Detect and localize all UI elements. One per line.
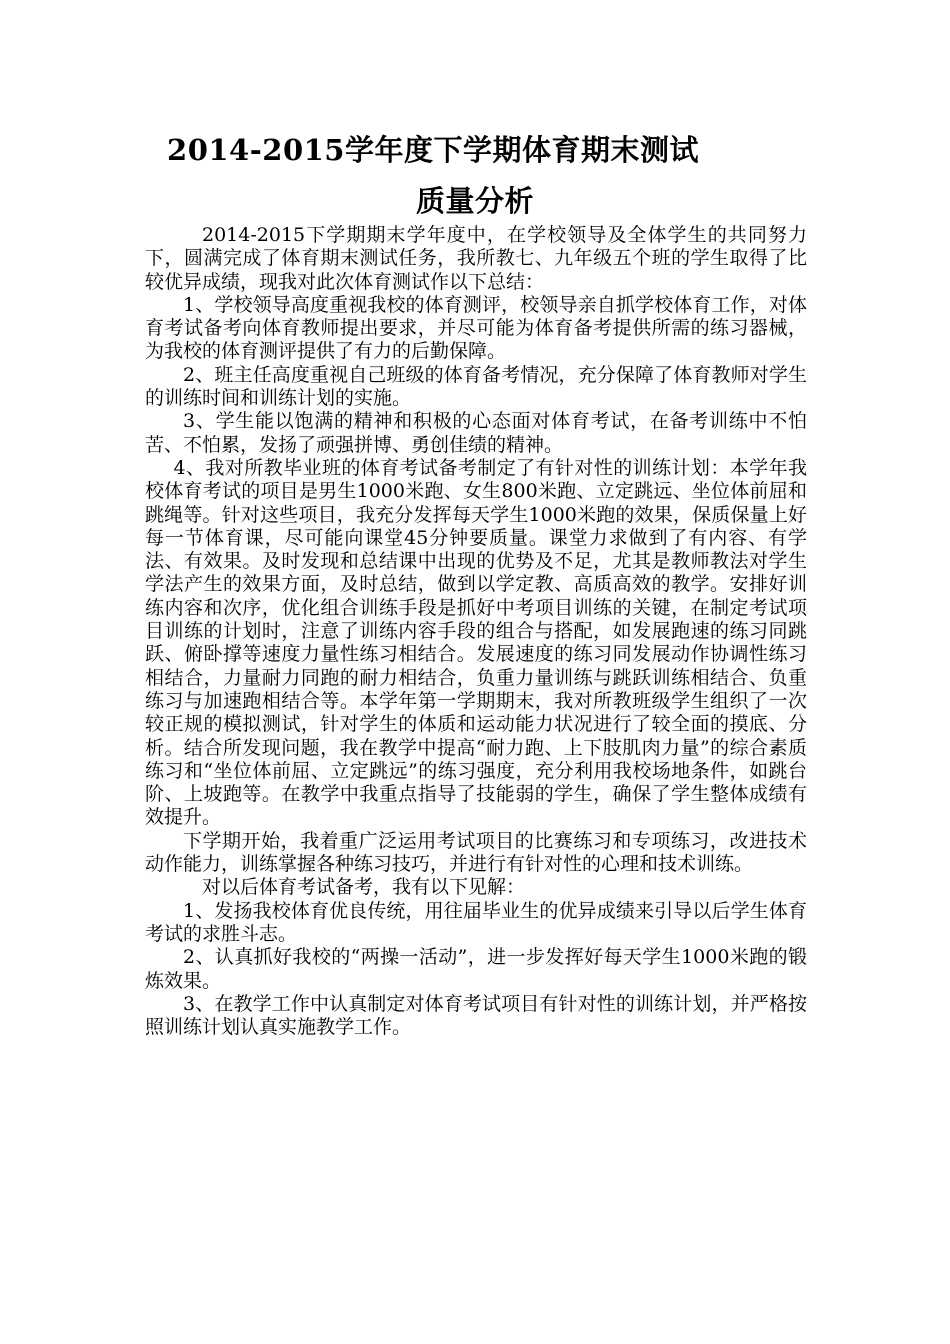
paragraph-suggestion-3: 3、在教学工作中认真制定对体育考试项目有针对性的训练计划，并严格按照训练计划认真实施教学工作。: [145, 992, 807, 1039]
paragraph-point-3: 3、学生能以饱满的精神和积极的心态面对体育考试，在备考训练中不怕苦、不怕累，发扬了顽强拼博、勇创佳绩的精神。: [145, 410, 807, 456]
paragraph-next-term: 下学期开始，我着重广泛运用考试项目的比赛练习和专项练习，改进技术动作能力，训练掌握各种练习技巧，并进行有针对性的心理和技术训练。: [145, 829, 807, 876]
paragraph-suggestion-2: 2、认真抓好我校的“两操一活动”，进一步发挥好每天学生1000米跑的锻炼效果。: [145, 946, 807, 992]
paragraph-point-4: 4、我对所教毕业班的体育考试备考制定了有针对性的训练计划：本学年我校体育考试的项目是男生1000米跑、女生800米跑、立定跳远、坐位体前屈和跳绳等。针对这些项目，我充分发挥每天学生1000米跑的效果，保质保量上好每一节体育课，尽可能向课堂45分钟要质量。课堂力求做到了有内容、有学法、有效果。及时发现和总结课中出现的优势及不足，尤其是教师教法对学生学法产生的效果方面，及时总结，做到以学定教、高质高效的教学。安排好训练内容和次序，优化组合训练手段是抓好中考项目训练的关键，在制定考试项目训练的计划时，注意了训练内容手段的组合与搭配，如发展跑速的练习同跳跃、俯卧撑等速度力量性练习相结合。发展速度的练习同发展动作协调性练习相结合，力量耐力同跑的耐力相结合，负重力量训练与跳跃训练相结合、负重练习与加速跑相结合等。本学年第一学期期末，我对所教班级学生组织了一次较正规的模拟测试，针对学生的体质和运动能力状况进行了较全面的摸底、分析。结合所发现问题，我在教学中提高“耐力跑、上下肢肌肉力量”的综合素质练习和“坐位体前屈、立定跳远”的练习强度，充分利用我校场地条件，如跳台阶、上坡跑等。在教学中我重点指导了技能弱的学生，确保了学生整体成绩有效提升。: [145, 456, 807, 829]
document-body: [145, 224, 807, 1039]
paragraph-intro: 2014-2015下学期期末学年度中，在学校领导及全体学生的共同努力下，圆满完成了体育期末测试任务，我所教七、九年级五个班的学生取得了比较优异成绩，现我对此次体育测试作以下总结：: [145, 224, 807, 293]
paragraph-suggestion-1: 1、发扬我校体育优良传统，用往届毕业生的优异成绩来引导以后学生体育考试的求胜斗志。: [145, 899, 807, 945]
document-title: 2014-2015学年度下学期体育期末测试: [167, 133, 699, 167]
paragraph-suggestions-intro: 对以后体育考试备考，我有以下见解：: [202, 876, 526, 899]
document-subtitle: 质量分析: [415, 184, 534, 218]
paragraph-point-1: 1、学校领导高度重视我校的体育测评，校领导亲自抓学校体育工作，对体育考试备考向体育教师提出要求，并尽可能为体育备考提供所需的练习器械，为我校的体育测评提供了有力的后勤保障。: [145, 293, 807, 363]
paragraph-point-2: 2、班主任高度重视自己班级的体育备考情况，充分保障了体育教师对学生的训练时间和训练计划的实施。: [145, 363, 807, 410]
